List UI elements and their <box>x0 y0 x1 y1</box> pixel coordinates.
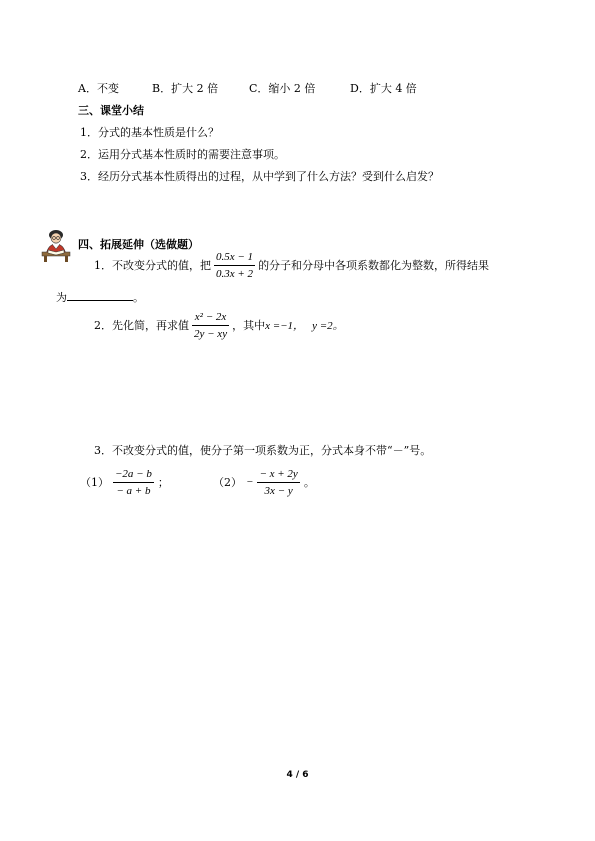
q3-p1-fraction <box>113 467 154 498</box>
q2-prefix: 2．先化简，再求值 <box>94 319 189 332</box>
q2-fraction <box>192 310 229 341</box>
q3-p1-end: ； <box>157 476 169 489</box>
q1-numerator: 0.5x − 1 <box>214 250 255 266</box>
q2-mid: ，其中 <box>232 319 266 332</box>
summary-item-1: 1．分式的基本性质是什么？ <box>80 126 219 139</box>
question-3: 3．不改变分式的值，使分子第一项系数为正，分式本身不带“－”号。 <box>94 444 432 457</box>
q3-p2-sign: − <box>246 476 254 488</box>
q3-p1-numerator: −2a − b <box>113 467 154 483</box>
q1-fraction <box>214 250 255 281</box>
q1-line2-prefix: 为 <box>56 291 67 304</box>
question-2 <box>94 308 344 342</box>
q1-prefix: 1．不改变分式的值，把 <box>94 259 211 272</box>
option-b: B．扩大 2 倍 <box>152 82 219 95</box>
page-number: 4 / 6 <box>286 770 309 780</box>
summary-item-3: 3．经历分式基本性质得出的过程，从中学到了什么方法？受到什么启发？ <box>80 170 439 183</box>
q2-denominator: 2y − xy <box>194 327 228 340</box>
q1-answer-line <box>56 289 144 305</box>
q2-numerator: x² − 2x <box>192 310 229 326</box>
option-d: D．扩大 4 倍 <box>350 82 417 95</box>
q3-part-1 <box>80 464 169 500</box>
q3-p2-denominator: 3x − y <box>264 484 293 497</box>
q3-p1-denominator: − a + b <box>116 484 151 497</box>
question-1 <box>94 249 489 281</box>
q1-answer-blank[interactable] <box>67 289 133 301</box>
q3-p2-label: （2） <box>213 476 242 489</box>
section3-title: 三、课堂小结 <box>78 104 144 117</box>
teacher-reading-icon <box>36 227 76 263</box>
q3-part-2 <box>213 464 315 500</box>
option-c: C．缩小 2 倍 <box>249 82 316 95</box>
q1-suffix: 的分子和分母中各项系数都化为整数，所得结果 <box>258 259 490 272</box>
q3-p2-fraction <box>257 467 299 498</box>
q2-y-condition: y =2。 <box>312 320 344 332</box>
q3-p2-end: 。 <box>303 476 315 489</box>
section4-title: 四、拓展延伸（选做题） <box>78 238 199 251</box>
summary-item-2: 2．运用分式基本性质时的需要注意事项。 <box>80 148 285 161</box>
q1-line2-suffix: 。 <box>133 291 144 304</box>
q3-p2-numerator: − x + 2y <box>257 467 299 483</box>
q3-p1-label: （1） <box>80 476 109 489</box>
q1-denominator: 0.3x + 2 <box>216 267 254 280</box>
option-a: A．不变 <box>78 82 119 95</box>
q2-x-condition: x =−1， <box>265 320 305 332</box>
